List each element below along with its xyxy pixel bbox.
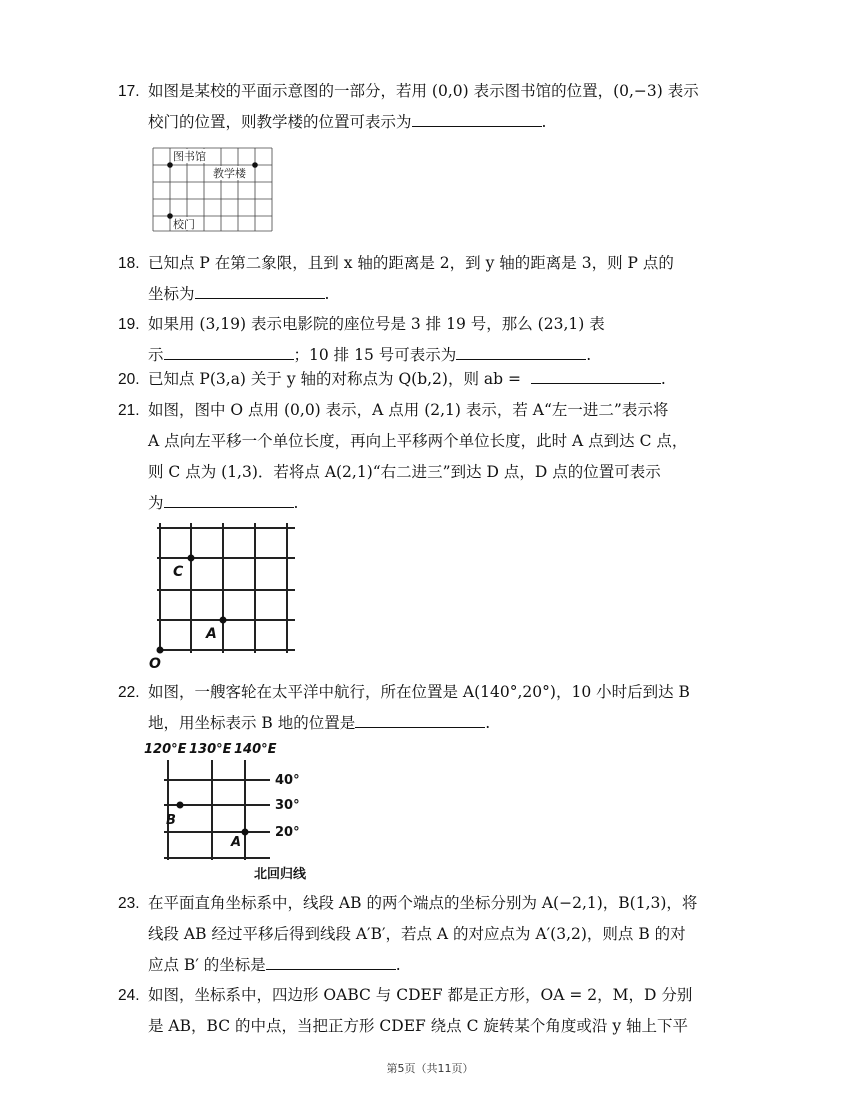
point-b: [177, 802, 184, 809]
question-text: 如图，一艘客轮在太平洋中航行，所在位置是 A(140°,20°)，10 小时后到达 B: [148, 683, 690, 701]
page-footer: 第5页（共11页）: [386, 1062, 474, 1075]
point-a: [242, 829, 249, 836]
question-text: 线段 AB 经过平移后得到线段 A′B′，若点 A 的对应点为 A′(3,2)，则点 B 的对: [148, 925, 686, 943]
label-130e: 130°E: [189, 742, 232, 757]
question-text: 在平面直角坐标系中，线段 AB 的两个端点的坐标分别为 A(−2,1)，B(1,3)，将: [148, 894, 698, 912]
point-a: [220, 617, 227, 624]
label-120e: 120°E: [144, 742, 187, 757]
label-40: 40°: [275, 773, 300, 788]
question-number: 20.: [118, 371, 140, 388]
question-number: 18.: [118, 255, 140, 272]
question-18: 18. 已知点 P 在第二象限，且到 x 轴的距离是 2，到 y 轴的距离是 3，则 P 点的 坐标为 .: [118, 248, 763, 310]
answer-blank[interactable]: [412, 108, 542, 127]
question-text: 如果用 (3,19) 表示电影院的座位号是 3 排 19 号，那么 (23,1) 表: [148, 315, 605, 333]
library-point: [167, 162, 173, 168]
label-o: O: [149, 656, 161, 670]
question-number: 17.: [118, 83, 140, 100]
label-a: A: [206, 626, 217, 642]
question-text: 坐标为: [148, 285, 195, 303]
question-23: 23. 在平面直角坐标系中，线段 AB 的两个端点的坐标分别为 A(−2,1)，B(1,3)，将 线段 AB 经过平移后得到线段 A′B′，若点 A 的对应点为 A′(3,2)，则点 B 的对 应点 B′ 的坐标是 .: [118, 888, 763, 981]
point-o: [157, 647, 164, 654]
question-text: 已知点 P 在第二象限，且到 x 轴的距离是 2，到 y 轴的距离是 3，则 P 点的: [148, 254, 674, 272]
question-text: 是 AB，BC 的中点，当把正方形 CDEF 绕点 C 旋转某个角度或沿 y 轴上下平: [148, 1017, 689, 1035]
label-20: 20°: [275, 825, 300, 840]
question-text: 则 C 点为 (1,3)．若将点 A(2,1)“右二进三”到达 D 点，D 点的位置可表示: [148, 463, 661, 481]
question-text: 如图，坐标系中，四边形 OABC 与 CDEF 都是正方形，OA = 2，M，D 分别: [148, 986, 693, 1004]
teaching-building-label: 教学楼: [213, 167, 246, 180]
question-21: 21. 如图，图中 O 点用 (0,0) 表示，A 点用 (2,1) 表示，若 A“左一进二”表示将 A 点向左平移一个单位长度，再向上平移两个单位长度，此时 A 点到达 C 点， 则 C 点为 (1,3)．若将点 A(2,1)“右二进三”到达 D 点，D 点的位置可表示 为 .: [118, 395, 763, 519]
gate-label: 校门: [173, 218, 195, 231]
question-text: 如图，图中 O 点用 (0,0) 表示，A 点用 (2,1) 表示，若 A“左一进二”表示将: [148, 401, 669, 419]
question-17: 17. 如图是某校的平面示意图的一部分，若用 (0,0) 表示图书馆的位置，(0,−3) 表示 校门的位置，则教学楼的位置可表示为 .: [118, 76, 763, 138]
label-b: B: [166, 813, 176, 828]
label-c: C: [173, 564, 184, 580]
question-text: 已知点 P(3,a) 关于 y 轴的对称点为 Q(b,2)，则 ab =: [148, 370, 521, 388]
question-number: 24.: [118, 987, 140, 1004]
question-number: 21.: [118, 402, 140, 419]
answer-blank[interactable]: [266, 951, 396, 970]
label-a: A: [231, 835, 242, 850]
label-30: 30°: [275, 798, 300, 813]
school-map-figure: [150, 145, 275, 233]
answer-blank[interactable]: [195, 280, 325, 299]
question-number: 23.: [118, 895, 140, 912]
tropic-of-cancer-label: 北回归线: [254, 867, 307, 882]
gate-point: [167, 213, 173, 219]
lat-long-figure: [140, 738, 335, 883]
answer-blank[interactable]: [456, 341, 586, 360]
question-text: A 点向左平移一个单位长度，再向上平移两个单位长度，此时 A 点到达 C 点，: [148, 432, 688, 450]
question-text: 如图是某校的平面示意图的一部分，若用 (0,0) 表示图书馆的位置，(0,−3) 表示: [148, 82, 699, 100]
question-22: 22. 如图，一艘客轮在太平洋中航行，所在位置是 A(140°,20°)，10 小时后到达 B 地，用坐标表示 B 地的位置是 .: [118, 677, 763, 739]
answer-blank[interactable]: [531, 365, 661, 384]
question-number: 22.: [118, 684, 140, 701]
question-text: 校门的位置，则教学楼的位置可表示为: [148, 113, 412, 131]
question-19: 19. 如果用 (3,19) 表示电影院的座位号是 3 排 19 号，那么 (23,1) 表 示 ；10 排 15 号可表示为 .: [118, 309, 763, 371]
question-number: 19.: [118, 316, 140, 333]
label-140e: 140°E: [234, 742, 277, 757]
teaching-building-point: [252, 162, 258, 168]
point-c: [188, 555, 195, 562]
answer-blank[interactable]: [164, 341, 294, 360]
answer-blank[interactable]: [355, 709, 485, 728]
library-label: 图书馆: [173, 150, 206, 163]
grid-figure-21: [145, 518, 300, 670]
question-20: 20. 已知点 P(3,a) 关于 y 轴的对称点为 Q(b,2)，则 ab = .: [118, 364, 763, 395]
answer-blank[interactable]: [164, 489, 294, 508]
question-24: [118, 980, 763, 1042]
